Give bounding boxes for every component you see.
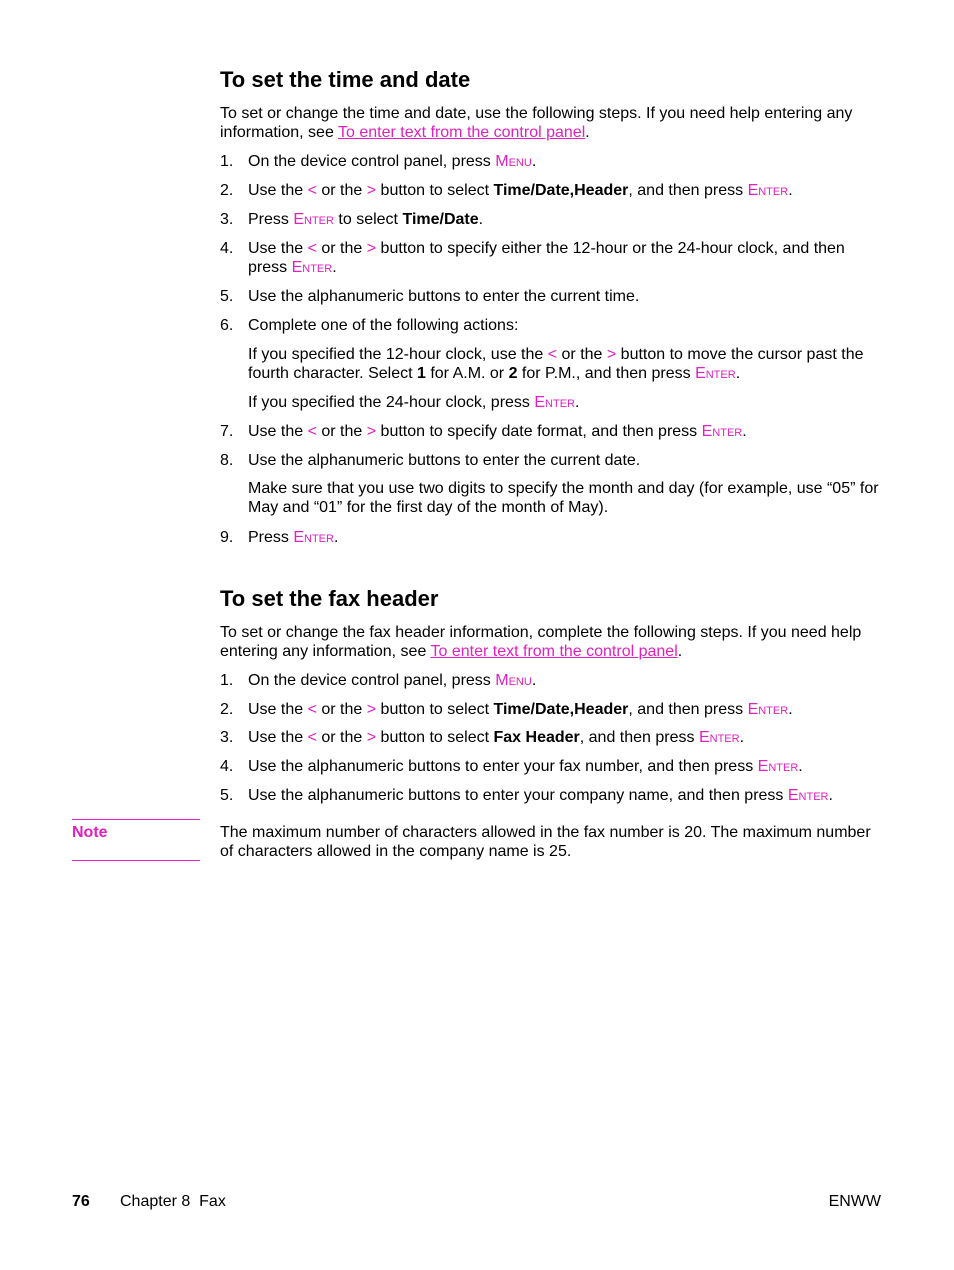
step-text: Use the alphanumeric buttons to enter the current date. bbox=[248, 452, 641, 469]
section-heading-fax-header: To set the fax header bbox=[220, 586, 439, 611]
step-text: Use the < or the > button to specify date format, and then press Enter. bbox=[248, 423, 747, 440]
step-number: 3. bbox=[220, 729, 234, 746]
enter-key: Enter bbox=[757, 758, 799, 775]
step-text: Use the < or the > button to select Fax Header, and then press Enter. bbox=[248, 729, 745, 746]
enter-key: Enter bbox=[291, 259, 333, 276]
left-arrow-key: < bbox=[307, 423, 317, 440]
enter-key: Enter bbox=[747, 701, 789, 718]
step-number: 2. bbox=[220, 182, 234, 199]
step-number: 8. bbox=[220, 452, 234, 469]
step-text: Use the < or the > button to select Time/Date,Header, and then press Enter. bbox=[248, 701, 793, 718]
link-enter-text-control-panel[interactable]: To enter text from the control panel bbox=[338, 124, 586, 141]
step-text: Use the alphanumeric buttons to enter the current time. bbox=[248, 288, 640, 305]
key-1: 1 bbox=[416, 365, 426, 382]
menu-item-name: Time/Date,Header bbox=[493, 182, 629, 199]
step-number: 4. bbox=[220, 240, 234, 257]
step-6-option-12-hour: If you specified the 12-hour clock, use the < or the > button to move the cursor past the fourth character. Select 1 for A.M. or 2 for P.M., and then press Enter. bbox=[248, 346, 864, 382]
note-bottom-rule bbox=[72, 860, 200, 861]
step-number: 3. bbox=[220, 211, 234, 228]
footer-right-label: ENWW bbox=[828, 1193, 881, 1210]
enter-key: Enter bbox=[695, 365, 736, 382]
left-arrow-key: < bbox=[307, 240, 317, 257]
note-top-rule bbox=[72, 819, 200, 820]
intro-text: To set or change the time and date, use the following steps. If you need help entering any information, see bbox=[220, 105, 853, 141]
step-number: 9. bbox=[220, 529, 234, 546]
page-number: 76 bbox=[72, 1193, 90, 1210]
left-arrow-key: < bbox=[307, 701, 317, 718]
note-text: The maximum number of characters allowed in the fax number is 20. The maximum number of characters allowed in the company name is 25. bbox=[220, 824, 871, 860]
enter-key: Enter bbox=[747, 182, 789, 199]
left-arrow-key: < bbox=[307, 729, 317, 746]
left-arrow-key: < bbox=[307, 182, 317, 199]
step-text: On the device control panel, press Menu. bbox=[248, 672, 537, 689]
step-number: 5. bbox=[220, 787, 234, 804]
menu-key: Menu bbox=[495, 672, 532, 689]
step-text: Use the < or the > button to select Time/Date,Header, and then press Enter. bbox=[248, 182, 793, 199]
step-number: 1. bbox=[220, 153, 234, 170]
right-arrow-key: > bbox=[366, 240, 377, 257]
step-text: Use the < or the > button to specify either the 12-hour or the 24-hour clock, and then press Enter. bbox=[248, 240, 845, 276]
key-2: 2 bbox=[508, 365, 518, 382]
enter-key: Enter bbox=[293, 529, 334, 546]
step-text: Complete one of the following actions: bbox=[248, 317, 519, 334]
step-text: Use the alphanumeric buttons to enter your company name, and then press Enter. bbox=[248, 787, 833, 804]
section-heading-time-date: To set the time and date bbox=[220, 67, 471, 92]
enter-key: Enter bbox=[701, 423, 743, 440]
intro-text: To set or change the fax header information, complete the following steps. If you need help entering any information, see bbox=[220, 624, 862, 660]
intro-paragraph-fax-header bbox=[220, 623, 880, 661]
step-number: 2. bbox=[220, 701, 234, 718]
menu-key: Menu bbox=[495, 153, 532, 170]
step-text: Press Enter to select Time/Date. bbox=[248, 211, 484, 228]
menu-item-name: Time/Date bbox=[402, 211, 479, 228]
right-arrow-key: > bbox=[366, 729, 377, 746]
right-arrow-key: > bbox=[366, 182, 377, 199]
intro-punct: . bbox=[677, 643, 683, 660]
step-text: Use the alphanumeric buttons to enter your fax number, and then press Enter. bbox=[248, 758, 803, 775]
intro-punct: . bbox=[585, 124, 590, 141]
step-number: 4. bbox=[220, 758, 234, 775]
enter-key: Enter bbox=[293, 211, 334, 228]
note-label: Note bbox=[72, 824, 108, 841]
right-arrow-key: > bbox=[366, 423, 377, 440]
enter-key: Enter bbox=[534, 394, 575, 411]
menu-item-name: Time/Date,Header bbox=[493, 701, 629, 718]
menu-item-name: Fax Header bbox=[493, 729, 580, 746]
left-arrow-key: < bbox=[547, 346, 558, 363]
intro-paragraph-time-date bbox=[220, 104, 880, 142]
enter-key: Enter bbox=[698, 729, 740, 746]
step-8-note: Make sure that you use two digits to specify the month and day (for example, use “05” for May and “01” for the first day of the month of May). bbox=[248, 480, 879, 516]
link-enter-text-control-panel[interactable]: To enter text from the control panel bbox=[430, 643, 678, 660]
step-number: 5. bbox=[220, 288, 234, 305]
step-text: On the device control panel, press Menu. bbox=[248, 153, 537, 170]
right-arrow-key: > bbox=[606, 346, 617, 363]
step-text: Press Enter. bbox=[248, 529, 339, 546]
step-6-option-24-hour: If you specified the 24-hour clock, press Enter. bbox=[248, 394, 580, 411]
step-number: 6. bbox=[220, 317, 234, 334]
chapter-label: Chapter 8 Fax bbox=[120, 1193, 226, 1210]
step-number: 1. bbox=[220, 672, 234, 689]
enter-key: Enter bbox=[787, 787, 829, 804]
step-number: 7. bbox=[220, 423, 234, 440]
right-arrow-key: > bbox=[366, 701, 377, 718]
